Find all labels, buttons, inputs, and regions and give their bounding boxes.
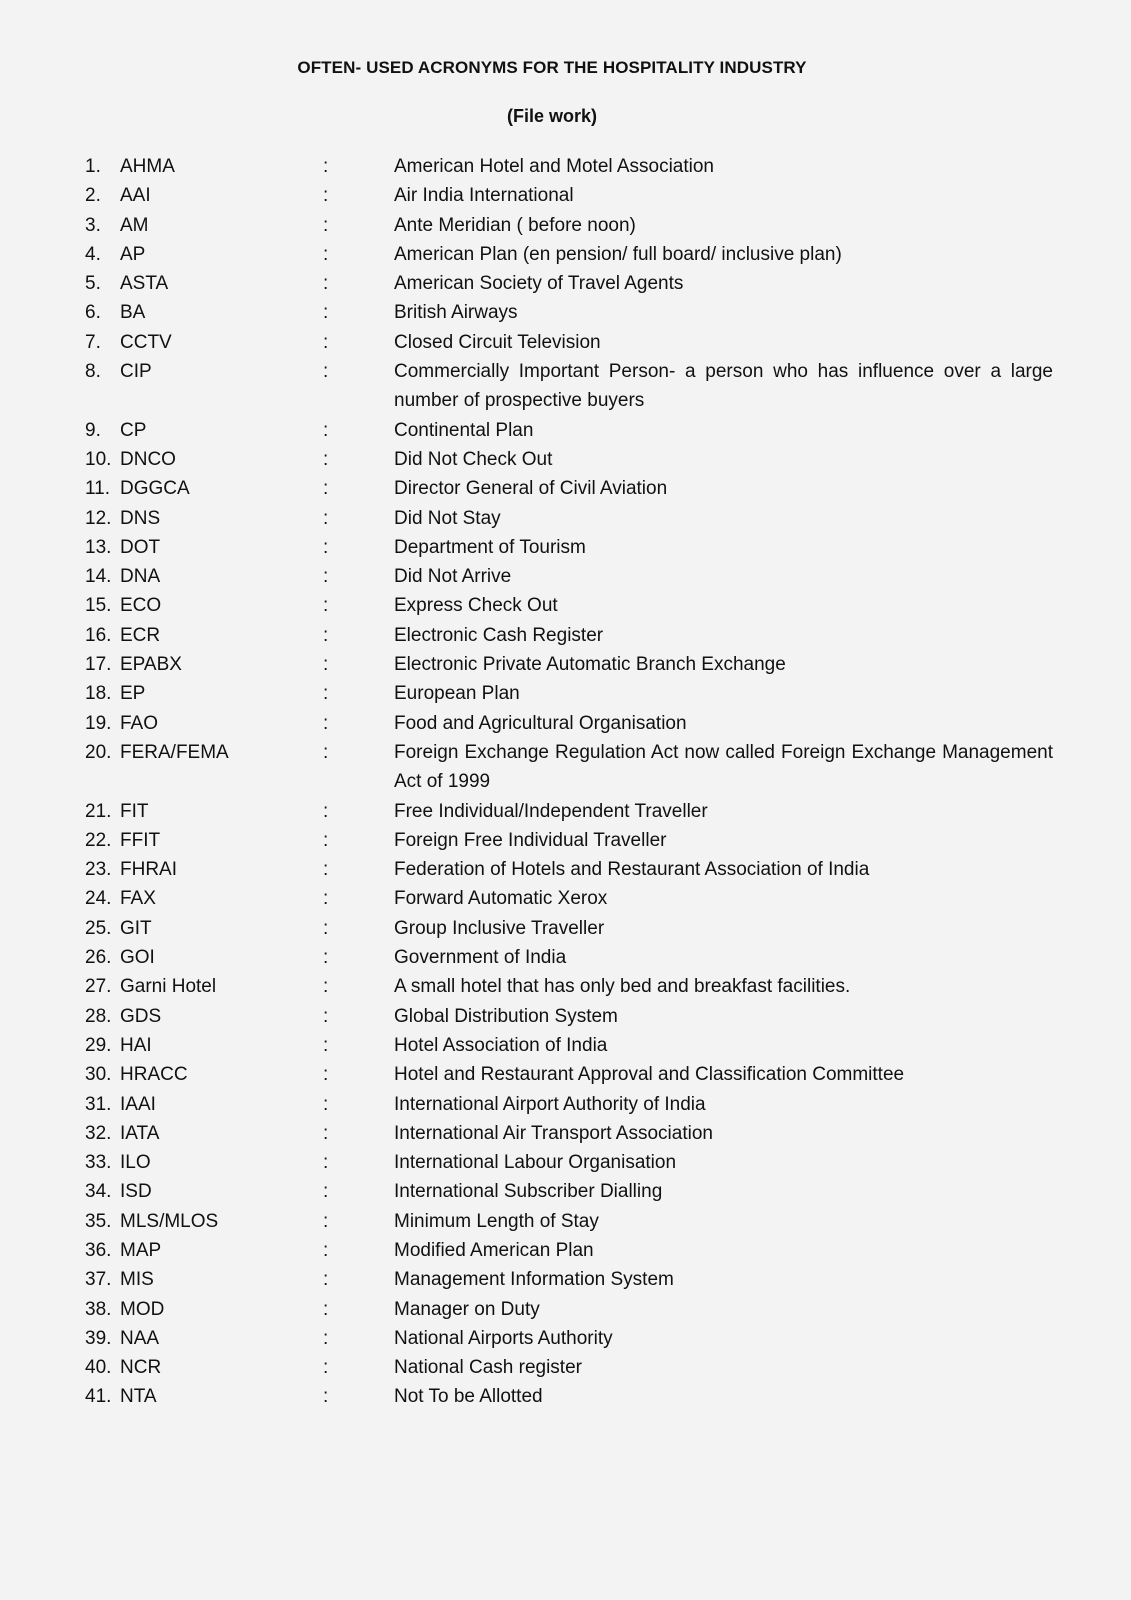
acronym-meaning: Express Check Out: [394, 595, 558, 617]
acronym-meaning: Closed Circuit Television: [394, 331, 601, 353]
acronym-meaning: A small hotel that has only bed and breakfast facilities.: [394, 976, 851, 998]
separator-colon: :: [323, 1093, 329, 1115]
list-item: [0, 1119, 1131, 1148]
separator-colon: :: [323, 243, 329, 265]
acronym-meaning: Hotel and Restaurant Approval and Classification Committee: [394, 1064, 905, 1086]
acronym-meaning: Commercially Important Person- a person who has influence over a large number of prospective buyers: [394, 361, 1053, 412]
acronym: NAA: [120, 1327, 160, 1349]
acronym-meaning: Forward Automatic Xerox: [394, 888, 608, 910]
separator-colon: :: [323, 1269, 329, 1291]
acronym-meaning: Department of Tourism: [394, 536, 586, 558]
list-item: [0, 1324, 1131, 1353]
acronym-meaning: Not To be Allotted: [394, 1386, 543, 1408]
acronym-meaning: American Hotel and Motel Association: [394, 156, 714, 177]
separator-colon: :: [323, 947, 329, 969]
acronym-meaning: European Plan: [394, 683, 520, 705]
separator-colon: :: [323, 741, 329, 763]
acronym-meaning: Electronic Private Automatic Branch Exchange: [394, 654, 786, 676]
acronym: FERA/FEMA: [120, 741, 229, 763]
item-number: 8.: [85, 361, 101, 383]
list-item: [0, 1353, 1131, 1382]
item-number: 40.: [85, 1357, 112, 1379]
separator-colon: :: [323, 331, 329, 353]
acronym-meaning: Foreign Exchange Regulation Act now called Foreign Exchange Management Act of 1999: [394, 741, 1053, 793]
acronym: CP: [120, 419, 147, 441]
page-subtitle: (File work): [506, 106, 597, 126]
list-item: [0, 1207, 1131, 1236]
acronym: FAO: [120, 712, 159, 734]
item-number: 27.: [85, 976, 112, 998]
page-title: OFTEN- USED ACRONYMS FOR THE HOSPITALITY INDUSTRY: [297, 58, 807, 77]
item-number: 11.: [85, 478, 111, 500]
acronym: ECO: [120, 595, 162, 617]
acronym: BA: [120, 302, 146, 324]
item-number: 39.: [85, 1327, 112, 1349]
item-number: 19.: [85, 712, 112, 734]
acronym: CIP: [120, 361, 152, 383]
acronym-meaning: Federation of Hotels and Restaurant Association of India: [394, 859, 870, 881]
item-number: 24.: [85, 888, 112, 910]
acronym: FHRAI: [120, 859, 177, 881]
acronym-meaning: Foreign Free Individual Traveller: [394, 829, 667, 851]
acronym: CCTV: [120, 331, 172, 353]
list-item: [0, 211, 1131, 240]
separator-colon: :: [323, 1239, 329, 1261]
separator-colon: :: [323, 419, 329, 441]
acronym-meaning: Modified American Plan: [394, 1239, 594, 1261]
acronym: EP: [120, 683, 146, 705]
separator-colon: :: [323, 1005, 329, 1027]
separator-colon: :: [323, 976, 329, 998]
acronym: NCR: [120, 1357, 162, 1379]
list-item: [0, 1060, 1131, 1089]
acronym: MOD: [120, 1298, 165, 1320]
list-item: [0, 855, 1131, 884]
list-item: [0, 445, 1131, 474]
item-number: 41.: [85, 1386, 112, 1408]
item-number: 5.: [85, 273, 101, 295]
item-number: 14.: [85, 566, 112, 588]
separator-colon: :: [323, 302, 329, 324]
acronym-meaning: Food and Agricultural Organisation: [394, 712, 687, 734]
acronym: DNCO: [120, 448, 176, 470]
acronym-meaning: American Society of Travel Agents: [394, 273, 684, 295]
acronym-meaning: Did Not Arrive: [394, 566, 512, 588]
list-item: [0, 181, 1131, 210]
acronym: GIT: [120, 917, 152, 939]
separator-colon: :: [323, 917, 329, 939]
acronym-meaning: International Subscriber Dialling: [394, 1181, 663, 1203]
acronym-meaning: International Labour Organisation: [394, 1152, 677, 1174]
list-item: [0, 1295, 1131, 1324]
item-number: 22.: [85, 829, 112, 851]
separator-colon: :: [323, 448, 329, 470]
separator-colon: :: [323, 273, 329, 295]
separator-colon: :: [323, 1210, 329, 1232]
separator-colon: :: [323, 1386, 329, 1408]
acronym: AM: [120, 214, 149, 236]
item-number: 21.: [85, 800, 112, 822]
acronym-meaning: Ante Meridian ( before noon): [394, 214, 636, 236]
item-number: 31.: [85, 1093, 112, 1115]
item-number: 17.: [85, 654, 112, 676]
acronym: IATA: [120, 1122, 160, 1144]
list-item: [0, 797, 1131, 826]
separator-colon: :: [323, 595, 329, 617]
list-item: [0, 357, 1131, 416]
acronym: DNS: [120, 507, 161, 529]
item-number: 10.: [85, 448, 112, 470]
separator-colon: :: [323, 1122, 329, 1144]
acronym-meaning: National Cash register: [394, 1357, 582, 1379]
list-item: [0, 1148, 1131, 1177]
item-number: 28.: [85, 1005, 112, 1027]
item-number: 6.: [85, 302, 101, 324]
separator-colon: :: [323, 859, 329, 881]
list-item: [0, 738, 1131, 797]
separator-colon: :: [323, 536, 329, 558]
separator-colon: :: [323, 800, 329, 822]
separator-colon: :: [323, 1327, 329, 1349]
separator-colon: :: [323, 1152, 329, 1174]
list-item: [0, 298, 1131, 327]
list-item: [0, 1236, 1131, 1265]
acronym: EPABX: [120, 654, 182, 676]
separator-colon: :: [323, 1034, 329, 1056]
separator-colon: :: [323, 654, 329, 676]
item-number: 35.: [85, 1210, 112, 1232]
item-number: 23.: [85, 859, 112, 881]
list-item: [0, 504, 1131, 533]
list-item: [0, 1090, 1131, 1119]
item-number: 29.: [85, 1034, 112, 1056]
acronym: AAI: [120, 185, 151, 207]
separator-colon: :: [323, 156, 329, 177]
acronym-meaning: Minimum Length of Stay: [394, 1210, 599, 1232]
acronym: DGGCA: [120, 478, 190, 500]
acronym: HAI: [120, 1034, 152, 1056]
acronym-meaning: Hotel Association of India: [394, 1034, 608, 1056]
acronym: GDS: [120, 1005, 162, 1027]
acronym: AHMA: [120, 156, 175, 177]
acronym: MAP: [120, 1239, 162, 1261]
list-item: [0, 650, 1131, 679]
list-item: [0, 914, 1131, 943]
separator-colon: :: [323, 478, 329, 500]
separator-colon: :: [323, 1064, 329, 1086]
acronym: Garni Hotel: [120, 976, 217, 998]
acronym: FFIT: [120, 829, 161, 851]
list-item: [0, 621, 1131, 650]
acronym: NTA: [120, 1386, 157, 1408]
item-number: 32.: [85, 1122, 112, 1144]
list-item: [0, 474, 1131, 503]
list-item: [0, 943, 1131, 972]
list-item: [0, 328, 1131, 357]
acronym-meaning: Group Inclusive Traveller: [394, 917, 605, 939]
list-item: [0, 1031, 1131, 1060]
item-number: 38.: [85, 1298, 112, 1320]
list-item: [0, 826, 1131, 855]
separator-colon: :: [323, 683, 329, 705]
acronym: FAX: [120, 888, 156, 910]
list-item: [0, 679, 1131, 708]
item-number: 26.: [85, 947, 112, 969]
item-number: 34.: [85, 1181, 112, 1203]
item-number: 4.: [85, 243, 101, 265]
acronym-meaning: International Airport Authority of India: [394, 1093, 706, 1115]
acronym: DOT: [120, 536, 161, 558]
list-item: [0, 884, 1131, 913]
acronym: ISD: [120, 1181, 152, 1203]
item-number: 16.: [85, 624, 112, 646]
acronym: GOI: [120, 947, 155, 969]
item-number: 12.: [85, 507, 112, 529]
list-item: [0, 709, 1131, 738]
item-number: 25.: [85, 917, 112, 939]
separator-colon: :: [323, 214, 329, 236]
separator-colon: :: [323, 712, 329, 734]
item-number: 7.: [85, 331, 101, 353]
separator-colon: :: [323, 566, 329, 588]
acronym-list: [0, 152, 1131, 1412]
acronym-meaning: British Airways: [394, 302, 518, 324]
item-number: 1.: [85, 156, 101, 177]
acronym: MIS: [120, 1269, 154, 1291]
acronym-meaning: American Plan (en pension/ full board/ inclusive plan): [394, 243, 842, 265]
item-number: 36.: [85, 1239, 112, 1261]
acronym-meaning: International Air Transport Association: [394, 1122, 713, 1144]
separator-colon: :: [323, 1357, 329, 1379]
list-item: [0, 972, 1131, 1001]
acronym-meaning: Free Individual/Independent Traveller: [394, 800, 708, 822]
separator-colon: :: [323, 888, 329, 910]
item-number: 20.: [85, 741, 112, 763]
acronym-meaning: National Airports Authority: [394, 1327, 613, 1349]
list-item: [0, 269, 1131, 298]
separator-colon: :: [323, 1298, 329, 1320]
acronym: ILO: [120, 1152, 151, 1174]
list-item: [0, 1177, 1131, 1206]
list-item: [0, 562, 1131, 591]
acronym-meaning: Did Not Check Out: [394, 448, 553, 470]
list-item: [0, 416, 1131, 445]
separator-colon: :: [323, 507, 329, 529]
acronym-meaning: Continental Plan: [394, 419, 534, 441]
acronym-meaning: Did Not Stay: [394, 507, 501, 529]
separator-colon: :: [323, 185, 329, 207]
acronym: HRACC: [120, 1064, 188, 1086]
item-number: 18.: [85, 683, 112, 705]
list-item: [0, 1382, 1131, 1411]
acronym: FIT: [120, 800, 149, 822]
acronym: ECR: [120, 624, 161, 646]
acronym: IAAI: [120, 1093, 156, 1115]
acronym-meaning: Manager on Duty: [394, 1298, 540, 1320]
separator-colon: :: [323, 361, 329, 383]
item-number: 33.: [85, 1152, 112, 1174]
list-item: [0, 1002, 1131, 1031]
item-number: 15.: [85, 595, 112, 617]
item-number: 13.: [85, 536, 112, 558]
acronym: MLS/MLOS: [120, 1210, 219, 1232]
acronym: AP: [120, 243, 146, 265]
list-item: [0, 591, 1131, 620]
acronym-meaning: Global Distribution System: [394, 1005, 618, 1027]
separator-colon: :: [323, 829, 329, 851]
list-item: [0, 152, 1131, 181]
list-item: [0, 533, 1131, 562]
item-number: 9.: [85, 419, 101, 441]
separator-colon: :: [323, 624, 329, 646]
acronym-meaning: Air India International: [394, 185, 574, 207]
acronym: DNA: [120, 566, 161, 588]
acronym-meaning: Electronic Cash Register: [394, 624, 604, 646]
acronym: ASTA: [120, 273, 169, 295]
item-number: 37.: [85, 1269, 112, 1291]
acronym-meaning: Government of India: [394, 947, 567, 969]
item-number: 30.: [85, 1064, 112, 1086]
acronym-meaning: Director General of Civil Aviation: [394, 478, 668, 500]
acronym-meaning: Management Information System: [394, 1269, 674, 1291]
list-item: [0, 1265, 1131, 1294]
separator-colon: :: [323, 1181, 329, 1203]
list-item: [0, 240, 1131, 269]
item-number: 2.: [85, 185, 101, 207]
item-number: 3.: [85, 214, 101, 236]
